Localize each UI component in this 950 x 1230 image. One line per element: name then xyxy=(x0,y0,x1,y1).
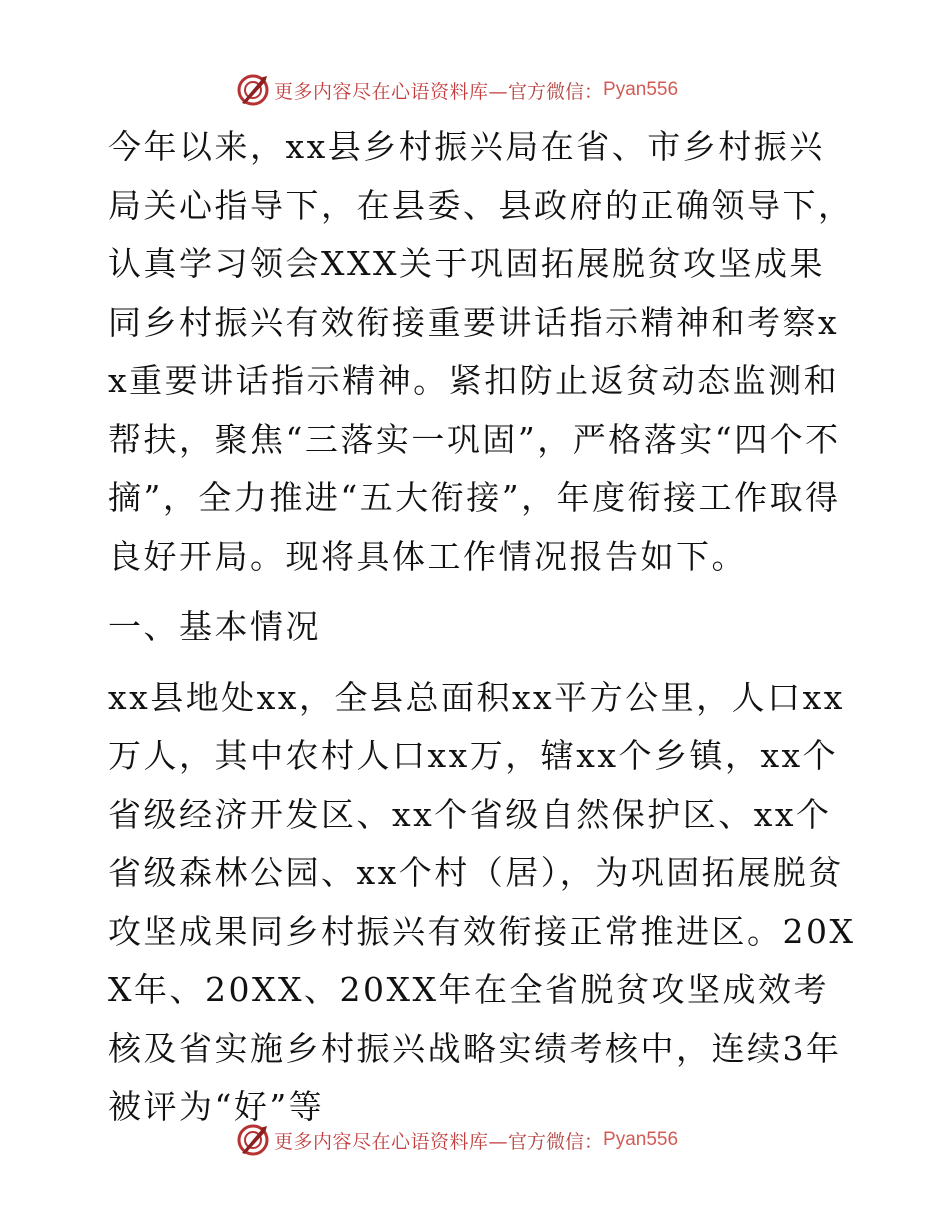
quill-circle-icon xyxy=(236,1123,270,1157)
banner-wechat-id: Pyan556 xyxy=(603,1129,679,1150)
intro-paragraph: 今年以来，xx县乡村振兴局在省、市乡村振兴局关心指导下，在县委、县政府的正确领导下，认真学习领会XXX关于巩固拓展脱贫攻坚成果同乡村振兴有效衔接重要讲话指示精神和考察xx重要讲话指示精神。紧扣防止返贫动态监测和帮扶，聚焦“三落实一巩固”，严格落实“四个不摘”，全力推进“五大衔接”，年度衔接工作取得良好开局。现将具体工作情况报告如下。 xyxy=(108,127,854,576)
section-paragraph: xx县地处xx，全县总面积xx平方公里，人口xx万人，其中农村人口xx万，辖xx个乡镇，xx个省级经济开发区、xx个省级自然保护区、xx个省级森林公园、xx个村（居），为巩固拓展脱贫攻坚成果同乡村振兴有效衔接正常推进区。20XX年、20XX、20XX年在全省脱贫攻坚成效考核及省实施乡村振兴战略实绩考核中，连续3年被评为“好”等 xyxy=(108,677,856,1126)
footer-banner xyxy=(236,1122,716,1158)
header-banner xyxy=(236,72,716,108)
banner-wechat-label: 官方微信： xyxy=(508,1130,604,1153)
banner-wechat-label: 官方微信： xyxy=(508,80,604,103)
document-body xyxy=(98,118,858,1137)
banner-text: 更多内容尽在心语资料库— xyxy=(274,80,509,103)
quill-circle-icon xyxy=(236,73,270,107)
section-heading: 一、基本情况 xyxy=(108,607,321,646)
banner-wechat-id: Pyan556 xyxy=(603,79,679,100)
banner-text: 更多内容尽在心语资料库— xyxy=(274,1130,509,1153)
